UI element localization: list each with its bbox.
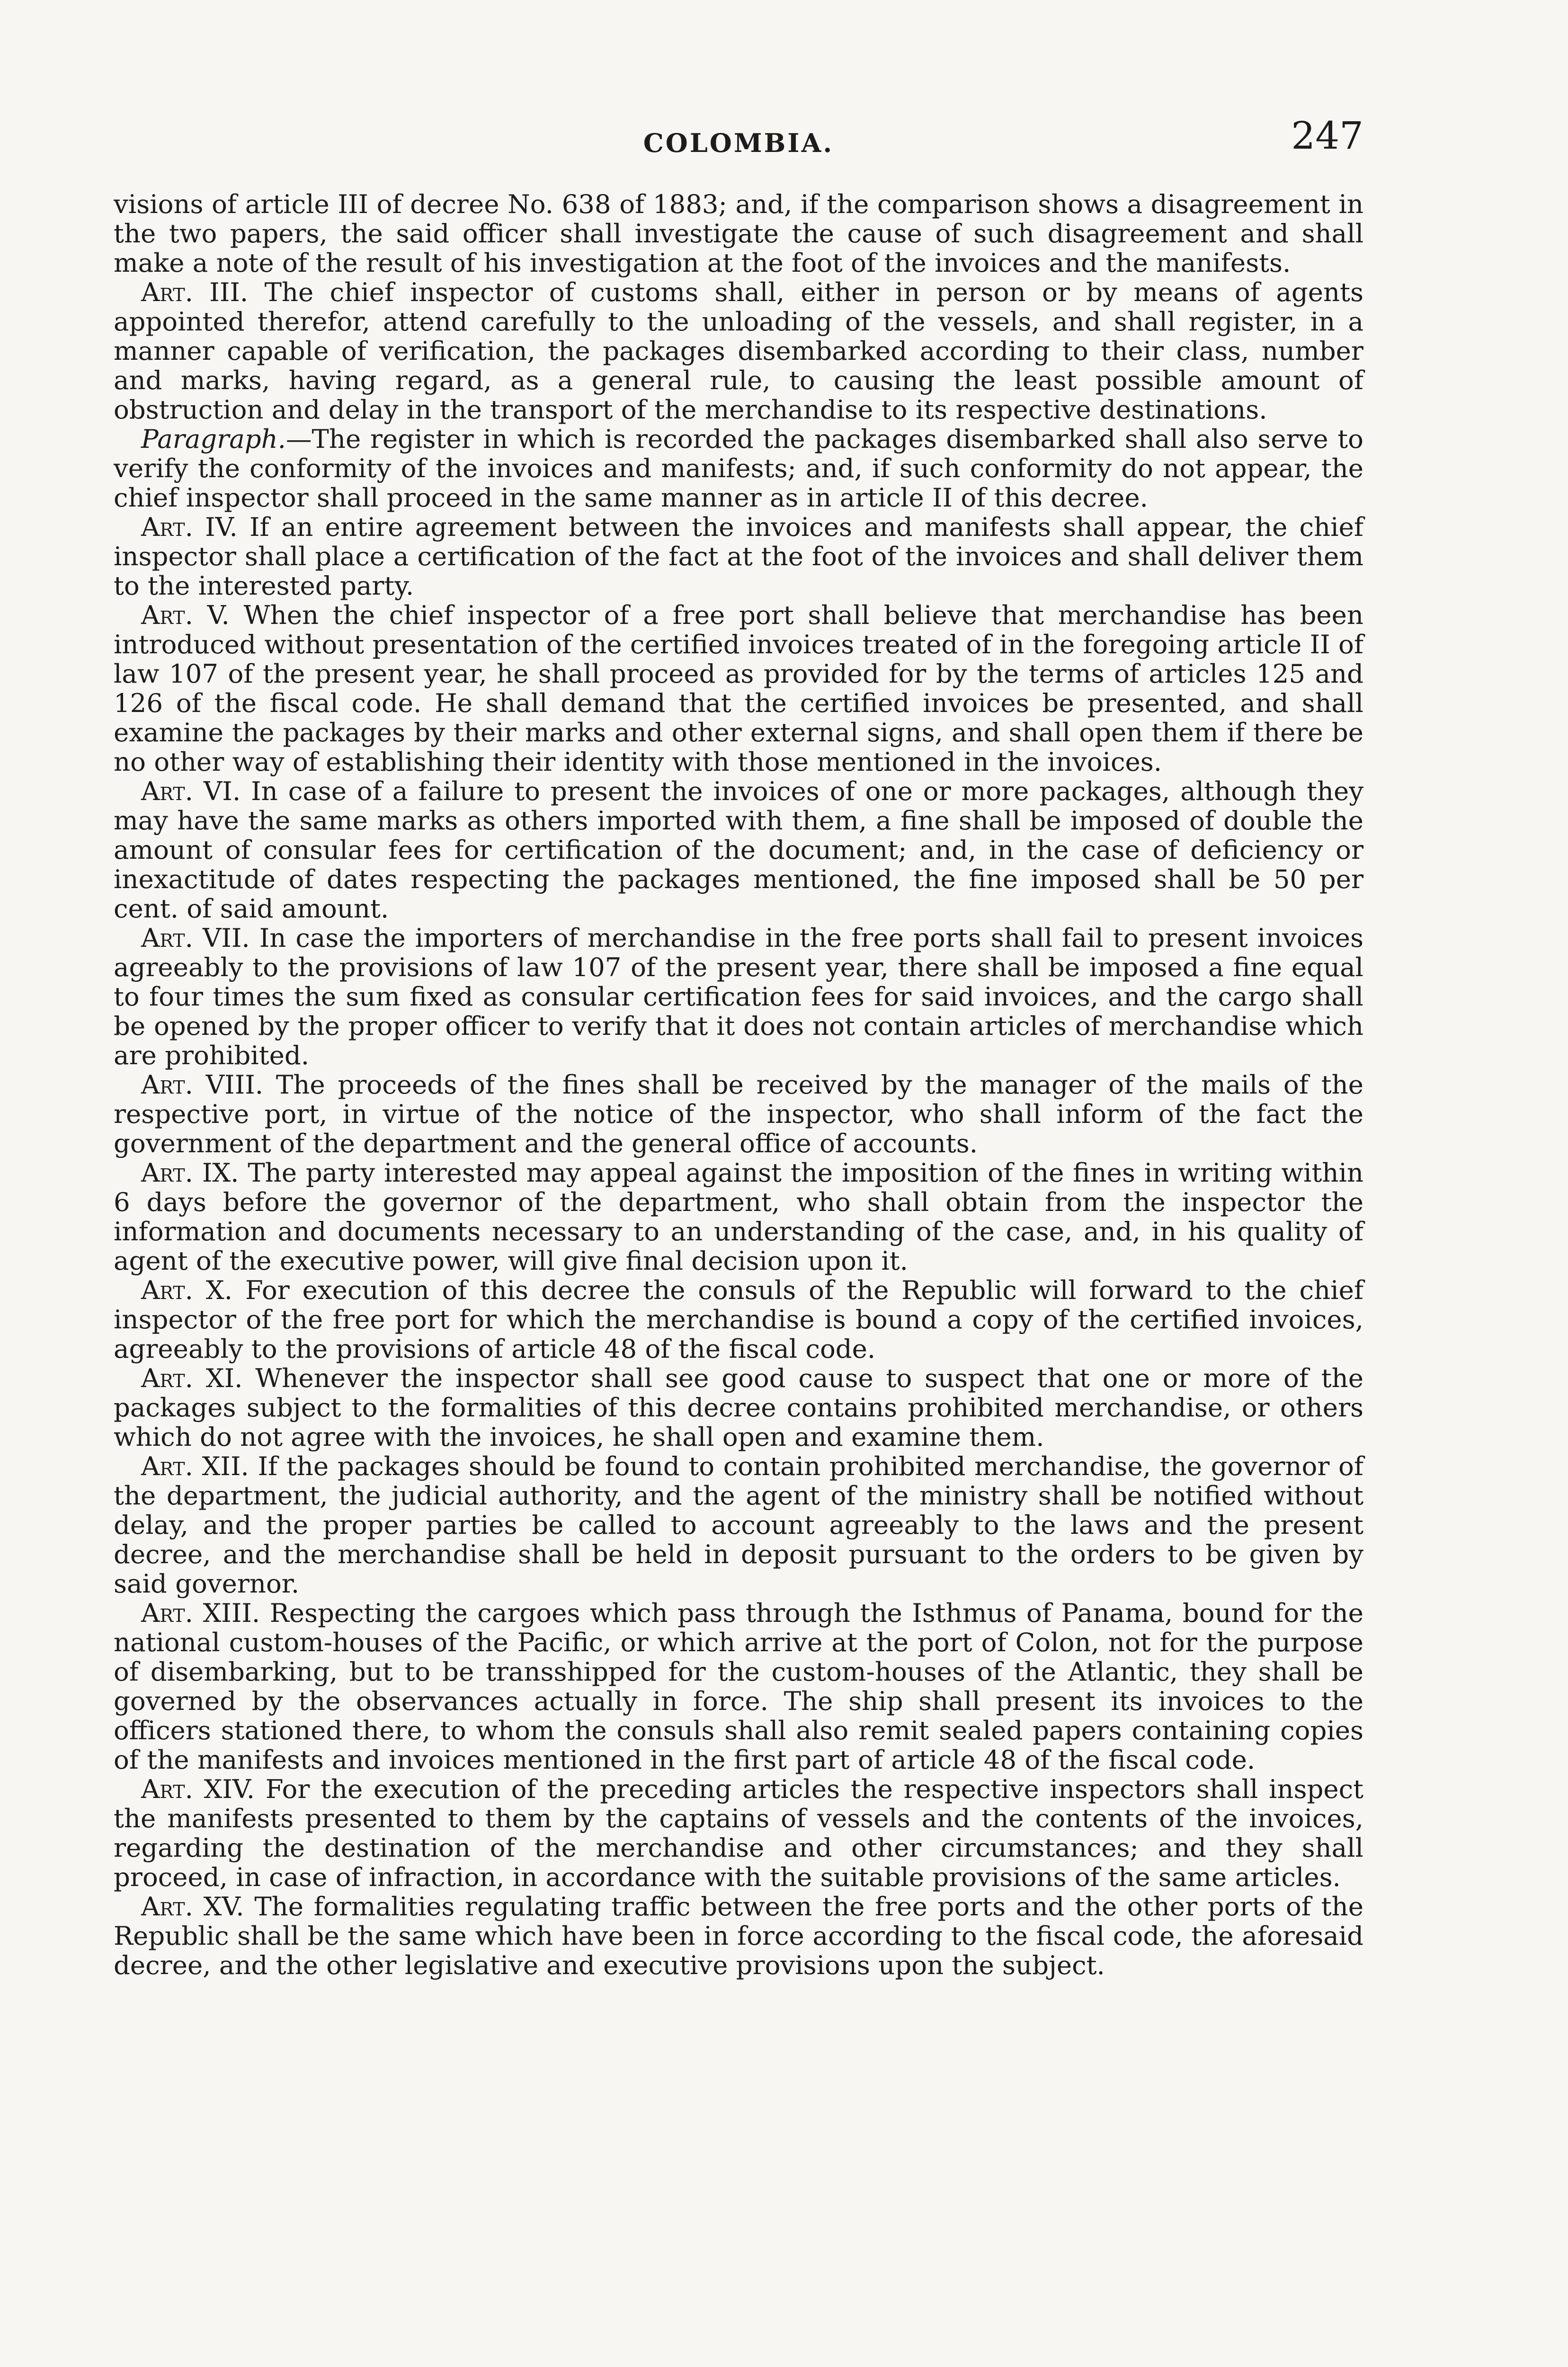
article-label: Art. IV. <box>141 512 238 542</box>
article-7 <box>114 923 1363 1070</box>
document-page <box>114 109 1363 2367</box>
body-text <box>114 189 1363 1980</box>
page-number: 247 <box>1291 114 1363 158</box>
article-text: Respecting the cargoes which pass through the Isthmus of Panama, bound for the national custom-houses of the Pacific, or which arrive at the port of Colon, not for the purpose of disembarking, but to be transshipped for the custom-houses of the Atlantic, they shall be governed by the observances actually in force. The ship shall present its invoices to the officers stationed there, to whom the consuls shall also remit sealed papers containing copies of the manifests and invoices mentioned in the first part of article 48 of the fiscal code. <box>114 1598 1363 1775</box>
article-15 <box>114 1892 1363 1980</box>
article-text: In case the importers of merchandise in the free ports shall fail to present invoices agreeably to the provisions of law 107 of the present year, there shall be imposed a fine equal to four times the sum fixed as consular certification fees for said invoices, and the cargo shall be opened by the proper officer to verify that it does not contain articles of merchandise which are prohibited. <box>114 923 1363 1070</box>
page-title: COLOMBIA. <box>643 128 834 158</box>
paragraph-text: —The register in which is recorded the packages disembarked shall also serve to verify the conformity of the invoices and manifests; and, if such conformity do not appear, the chief inspector shall proceed in the same manner as in article II of this decree. <box>114 424 1363 513</box>
article-label: Art. XIII. <box>141 1598 260 1628</box>
article-12 <box>114 1451 1363 1598</box>
article-text: The proceeds of the fines shall be received by the manager of the mails of the respective port, in virtue of the notice of the inspector, who shall inform of the fact the government of the department and the general office of accounts. <box>114 1069 1363 1158</box>
article-label: Art. VIII. <box>141 1069 264 1100</box>
article-label: Art. IX. <box>141 1157 239 1188</box>
article-13 <box>114 1598 1363 1774</box>
article-text: For the execution of the preceding articles the respective inspectors shall inspect the manifests presented to them by the captains of vessels and the contents of the invoices, regarding the destination of the merchandise and other circumstances; and they shall proceed, in case of infraction, in accordance with the suitable provisions of the same articles. <box>114 1774 1364 1892</box>
article-4 <box>114 512 1363 600</box>
article-label: Art. III. <box>141 277 249 307</box>
article-text: When the chief inspector of a free port shall believe that merchandise has been introduced without presentation of the certified invoices treated of in the foregoing article II of law 107 of the present year, he shall proceed as provided for by the terms of articles 125 and 126 of the fiscal code. He shall demand that the certified invoices be presented, and shall examine the packages by their marks and other external signs, and shall open them if there be no other way of establishing their identity with those mentioned in the invoices. <box>114 600 1363 777</box>
article-text: In case of a failure to present the invoices of one or more packages, although they may have the same marks as others imported with them, a fine shall be imposed of double the amount of consular fees for certification of the document; and, in the case of deficiency or inexactitude of dates respecting the packages mentioned, the fine imposed shall be 50 per cent. of said amount. <box>114 776 1364 924</box>
paragraph-label: Paragraph. <box>141 424 286 454</box>
article-label: Art. XV. <box>141 1891 244 1922</box>
article-text: For execution of this decree the consuls of the Republic will forward to the chief inspector of the free port for which the merchandise is bound a copy of the certified invoices, agreeably to the provisions of article 48 of the fiscal code. <box>114 1275 1364 1364</box>
article-8 <box>114 1070 1363 1158</box>
article-3 <box>114 277 1363 424</box>
article-label: Art. XII. <box>141 1451 249 1481</box>
article-5 <box>114 600 1363 776</box>
article-text: The chief inspector of customs shall, either in person or by means of agents appointed therefor, attend carefully to the unloading of the vessels, and shall register, in a manner capable of verification, the packages disembarked according to their class, number and marks, having regard, as a general rule, to causing the least possible amount of obstruction and delay in the transport of the merchandise to its respective destinations. <box>114 277 1363 425</box>
article-text: Whenever the inspector shall see good cause to suspect that one or more of the packages subject to the formalities of this decree contains prohibited merchandise, or others which do not agree with the invoices, he shall open and examine them. <box>114 1363 1363 1452</box>
article-11 <box>114 1363 1363 1451</box>
article-text: If the packages should be found to contain prohibited merchandise, the governor of the department, the judicial authority, and the agent of the ministry shall be notified without delay, and the proper parties be called to account agreeably to the laws and the present decree, and the merchandise shall be held in deposit pursuant to the orders to be given by said governor. <box>114 1451 1364 1599</box>
article-3-paragraph <box>114 424 1363 512</box>
article-text: The party interested may appeal against the imposition of the fines in writing within 6 days before the governor of the department, who shall obtain from the inspector the information and documents necessary to an understanding of the case, and, in his quality of agent of the executive power, will give final decision upon it. <box>114 1157 1363 1276</box>
article-label: Art. X. <box>141 1275 233 1305</box>
running-head <box>114 109 1363 170</box>
article-label: Art. VII. <box>141 923 250 953</box>
article-label: Art. V. <box>141 600 230 630</box>
article-label: Art. XIV. <box>141 1774 255 1804</box>
paragraph-continuation <box>114 189 1363 277</box>
article-14 <box>114 1774 1363 1892</box>
article-label: Art. VI. <box>141 776 241 806</box>
article-text: The formalities regulating traffic between the free ports and the other ports of the Republic shall be the same which have been in force according to the fiscal code, the aforesaid decree, and the other legislative and executive provisions upon the subject. <box>114 1891 1363 1980</box>
article-label: Art. XI. <box>141 1363 243 1393</box>
article-text: If an entire agreement between the invoices and manifests shall appear, the chief inspector shall place a certification of the fact at the foot of the invoices and shall deliver them to the interested party. <box>114 512 1364 601</box>
article-9 <box>114 1158 1363 1275</box>
article-10 <box>114 1275 1363 1363</box>
article-6 <box>114 776 1363 923</box>
paragraph-text: visions of article III of decree No. 638 of 1883; and, if the comparison shows a disagreement in the two papers, the said officer shall investigate the cause of such disagreement and shall make a note of the result of his investigation at the foot of the invoices and the manifests. <box>114 189 1363 278</box>
